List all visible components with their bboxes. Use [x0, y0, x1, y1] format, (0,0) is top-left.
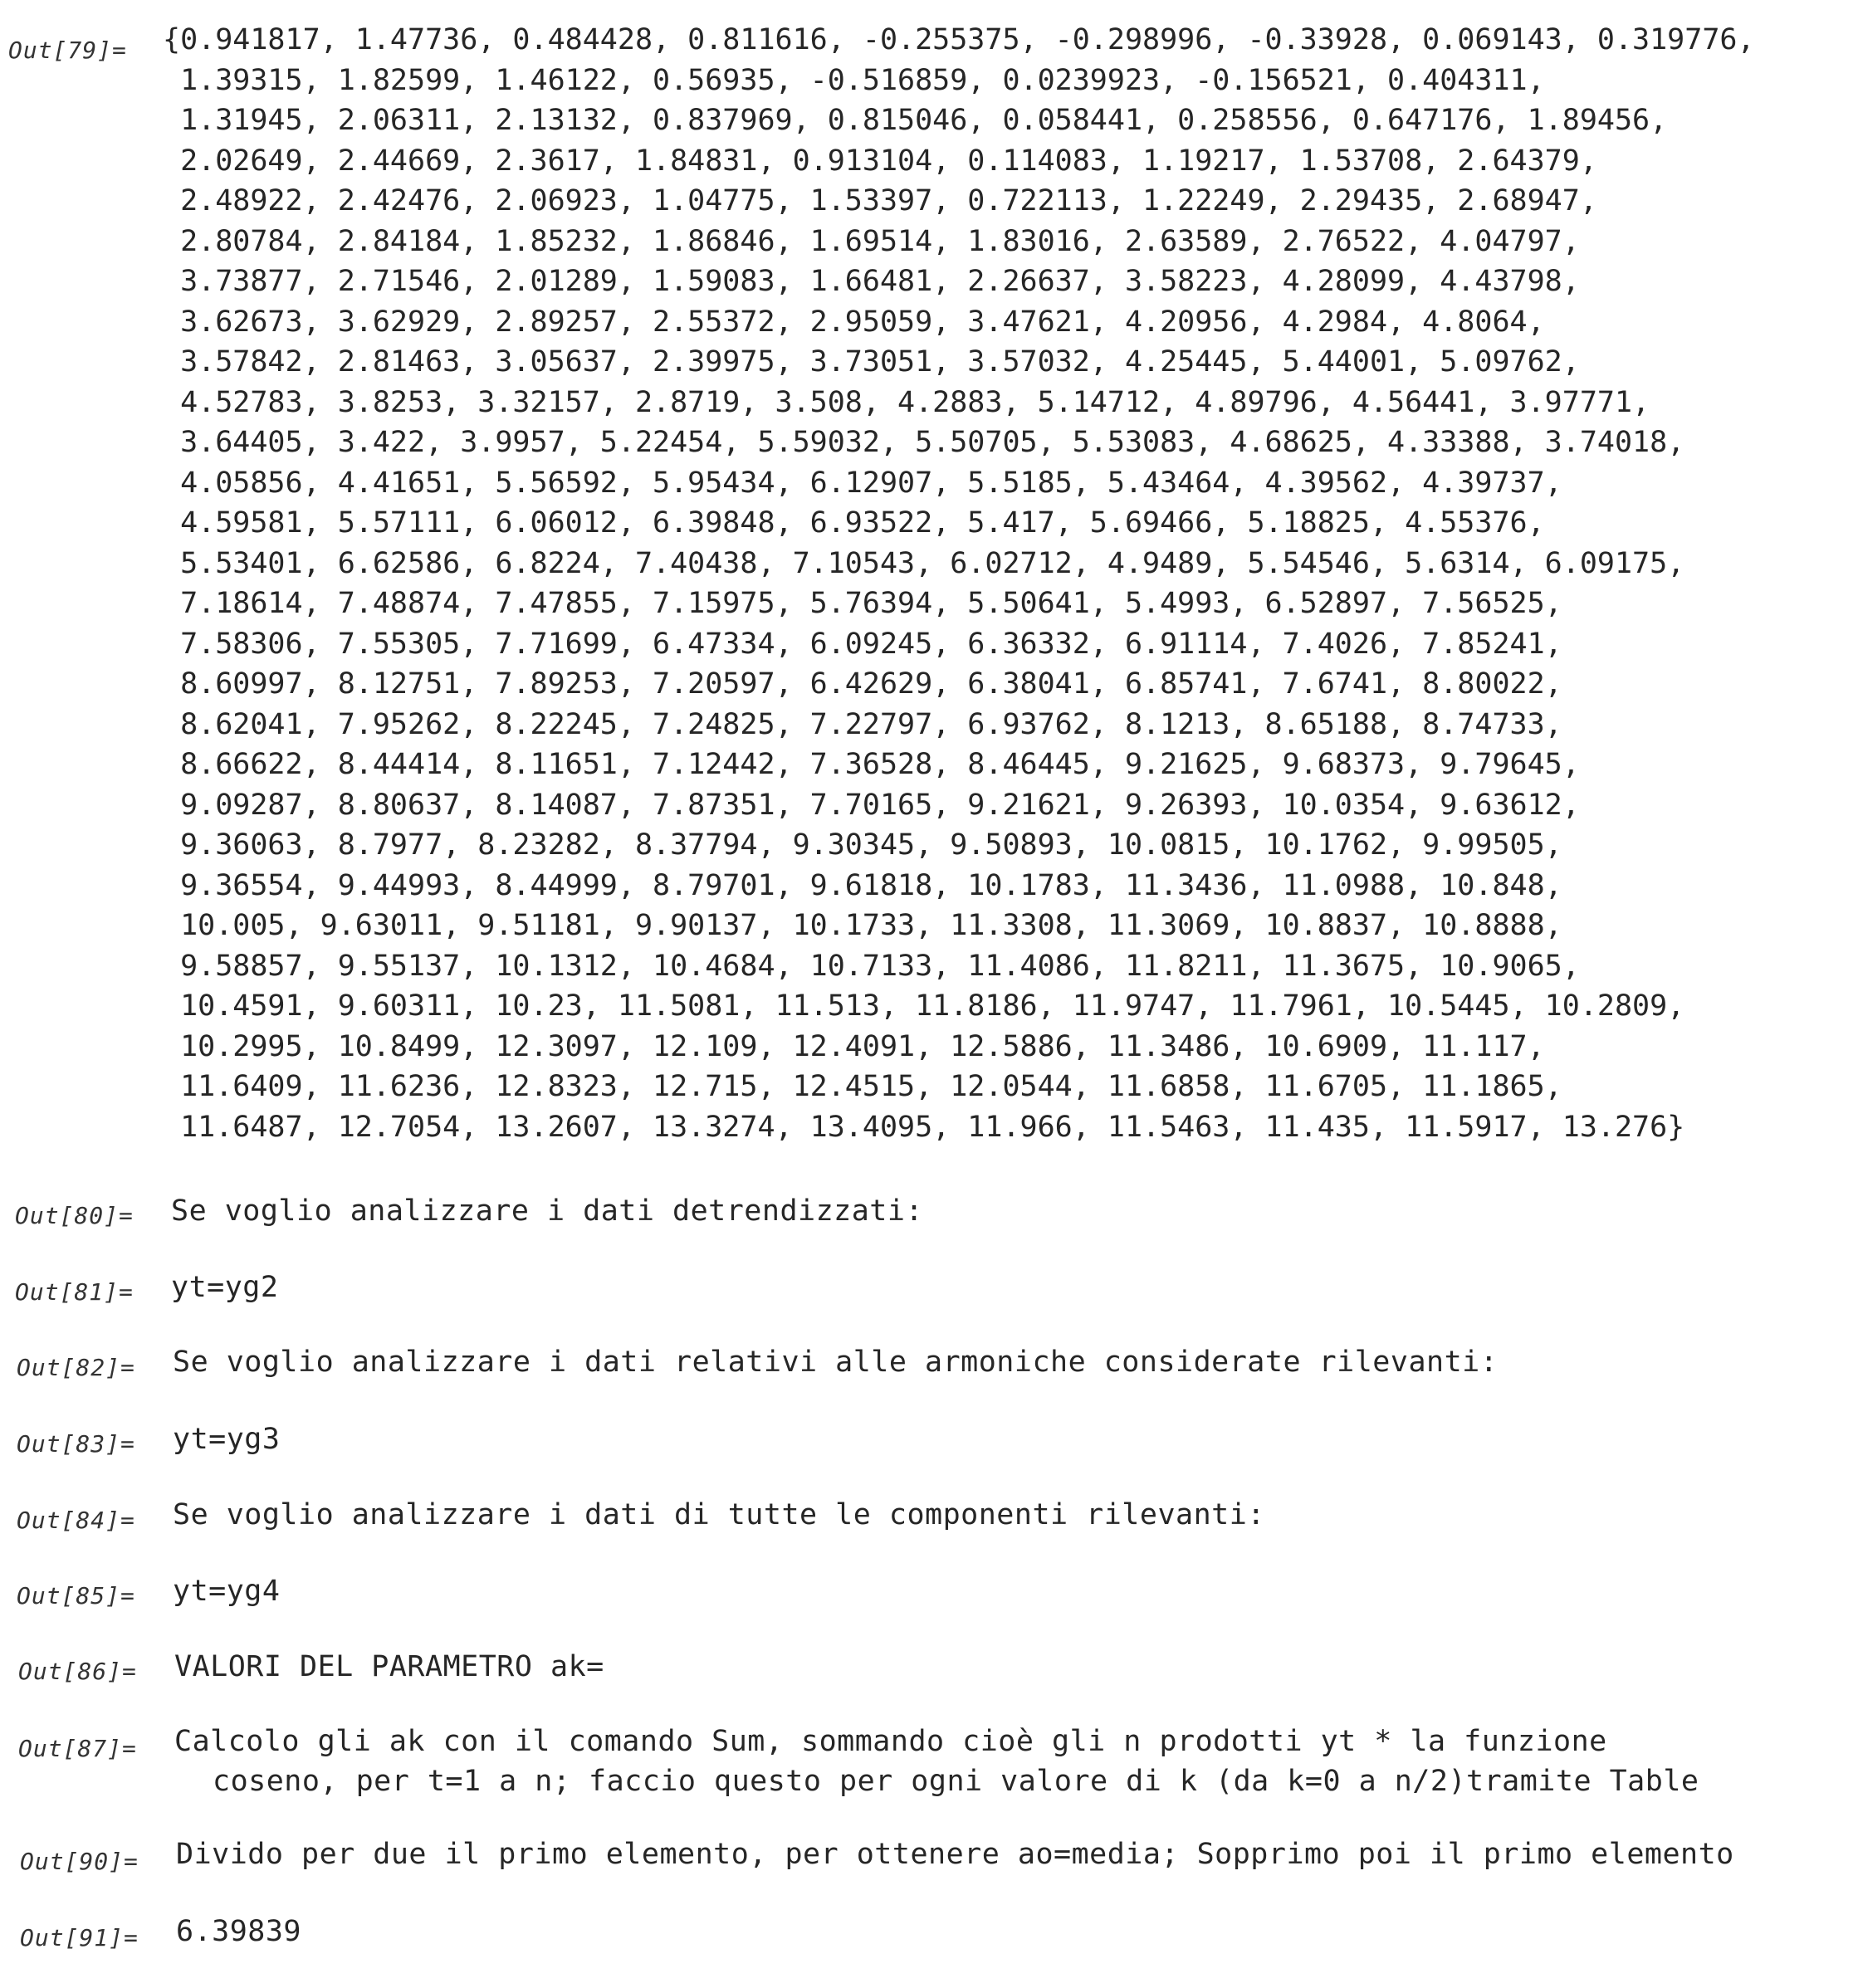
- list-line: 10.2995, 10.8499, 12.3097, 12.109, 12.4091, 12.5886, 11.3486, 10.6909, 11.117,: [163, 1029, 1545, 1063]
- output-label: Out[80]=: [15, 1202, 134, 1229]
- list-line: 3.64405, 3.422, 3.9957, 5.22454, 5.59032, 5.50705, 5.53083, 4.68625, 4.33388, 3.74018,: [163, 426, 1685, 459]
- list-line: 8.66622, 8.44414, 8.11651, 7.12442, 7.36528, 8.46445, 9.21625, 9.68373, 9.79645,: [163, 748, 1580, 781]
- list-line: 7.58306, 7.55305, 7.71699, 6.47334, 6.09245, 6.36332, 6.91114, 7.4026, 7.85241,: [163, 627, 1562, 661]
- list-line: 1.39315, 1.82599, 1.46122, 0.56935, -0.516859, 0.0239923, -0.156521, 0.404311,: [163, 63, 1545, 97]
- output-text: Se voglio analizzare i dati relativi alle armoniche considerate rilevanti:: [173, 1346, 1499, 1379]
- output-text: 6.39839: [176, 1915, 302, 1948]
- list-line: 2.02649, 2.44669, 2.3617, 1.84831, 0.913104, 0.114083, 1.19217, 1.53708, 2.64379,: [163, 144, 1597, 178]
- output-label: Out[84]=: [17, 1507, 135, 1534]
- output-label: Out[91]=: [20, 1924, 139, 1951]
- output-label: Out[85]=: [17, 1582, 135, 1609]
- output-text-continuation: coseno, per t=1 a n; faccio questo per ogni valore di k (da k=0 a n/2)tramite Table: [213, 1765, 1699, 1798]
- output-label: Out[87]=: [18, 1735, 137, 1762]
- list-line: 4.59581, 5.57111, 6.06012, 6.39848, 6.93522, 5.417, 5.69466, 5.18825, 4.55376,: [163, 506, 1545, 540]
- list-line: 4.52783, 3.8253, 3.32157, 2.8719, 3.508, 4.2883, 5.14712, 4.89796, 4.56441, 3.97771,: [163, 385, 1650, 419]
- output-text: VALORI DEL PARAMETRO ak=: [174, 1650, 604, 1683]
- list-line: 3.57842, 2.81463, 3.05637, 2.39975, 3.73051, 3.57032, 4.25445, 5.44001, 5.09762,: [163, 345, 1580, 379]
- list-line: 9.36554, 9.44993, 8.44999, 8.79701, 9.61818, 10.1783, 11.3436, 11.0988, 10.848,: [163, 868, 1562, 902]
- list-line: 9.36063, 8.7977, 8.23282, 8.37794, 9.30345, 9.50893, 10.0815, 10.1762, 9.99505,: [163, 828, 1562, 862]
- list-line: 4.05856, 4.41651, 5.56592, 5.95434, 6.12907, 5.5185, 5.43464, 4.39562, 4.39737,: [163, 466, 1562, 500]
- list-line: 11.6487, 12.7054, 13.2607, 13.3274, 13.4095, 11.966, 11.5463, 11.435, 11.5917, 13.276}: [163, 1110, 1685, 1144]
- output-label: Out[82]=: [17, 1354, 135, 1381]
- list-line: 5.53401, 6.62586, 6.8224, 7.40438, 7.10543, 6.02712, 4.9489, 5.54546, 5.6314, 6.09175,: [163, 546, 1685, 580]
- list-line: 3.73877, 2.71546, 2.01289, 1.59083, 1.66481, 2.26637, 3.58223, 4.28099, 4.43798,: [163, 265, 1580, 298]
- output-text: Se voglio analizzare i dati detrendizzati:: [171, 1194, 924, 1228]
- list-line: 10.005, 9.63011, 9.51181, 9.90137, 10.1733, 11.3308, 11.3069, 10.8837, 10.8888,: [163, 909, 1562, 942]
- output-text: yt=yg3: [173, 1423, 281, 1456]
- list-line: 8.62041, 7.95262, 8.22245, 7.24825, 7.22797, 6.93762, 8.1213, 8.65188, 8.74733,: [163, 707, 1562, 741]
- list-line: 3.62673, 3.62929, 2.89257, 2.55372, 2.95059, 3.47621, 4.20956, 4.2984, 4.8064,: [163, 305, 1545, 339]
- output-text: Divido per due il primo elemento, per ottenere ao=media; Sopprimo poi il primo elemento: [176, 1838, 1734, 1871]
- list-line: 9.09287, 8.80637, 8.14087, 7.87351, 7.70165, 9.21621, 9.26393, 10.0354, 9.63612,: [163, 788, 1580, 822]
- list-line: 10.4591, 9.60311, 10.23, 11.5081, 11.513, 11.8186, 11.9747, 11.7961, 10.5445, 10.2809,: [163, 989, 1685, 1023]
- list-line: {0.941817, 1.47736, 0.484428, 0.811616, -0.255375, -0.298996, -0.33928, 0.069143, 0.319776,: [163, 23, 1755, 56]
- list-line: 1.31945, 2.06311, 2.13132, 0.837969, 0.815046, 0.058441, 0.258556, 0.647176, 1.89456,: [163, 104, 1668, 137]
- output-text: Se voglio analizzare i dati di tutte le componenti rilevanti:: [173, 1498, 1265, 1531]
- list-line: 7.18614, 7.48874, 7.47855, 7.15975, 5.76394, 5.50641, 5.4993, 6.52897, 7.56525,: [163, 587, 1562, 620]
- list-line: 2.48922, 2.42476, 2.06923, 1.04775, 1.53397, 0.722113, 1.22249, 2.29435, 2.68947,: [163, 184, 1597, 217]
- output-label: Out[83]=: [17, 1430, 135, 1458]
- output-list-values: [163, 20, 1755, 1147]
- output-label: Out[81]=: [15, 1278, 134, 1306]
- list-line: 8.60997, 8.12751, 7.89253, 7.20597, 6.42629, 6.38041, 6.85741, 7.6741, 8.80022,: [163, 667, 1562, 701]
- output-label: Out[90]=: [20, 1848, 139, 1875]
- list-line: 9.58857, 9.55137, 10.1312, 10.4684, 10.7133, 11.4086, 11.8211, 11.3675, 10.9065,: [163, 949, 1580, 983]
- output-text: yt=yg4: [173, 1575, 281, 1608]
- output-text: Calcolo gli ak con il comando Sum, sommando cioè gli n prodotti yt * la funzione: [174, 1725, 1607, 1758]
- output-label: Out[79]=: [8, 37, 127, 64]
- list-line: 11.6409, 11.6236, 12.8323, 12.715, 12.4515, 12.0544, 11.6858, 11.6705, 11.1865,: [163, 1070, 1562, 1103]
- output-text: yt=yg2: [171, 1271, 279, 1304]
- output-label: Out[86]=: [18, 1658, 137, 1685]
- list-line: 2.80784, 2.84184, 1.85232, 1.86846, 1.69514, 1.83016, 2.63589, 2.76522, 4.04797,: [163, 224, 1580, 258]
